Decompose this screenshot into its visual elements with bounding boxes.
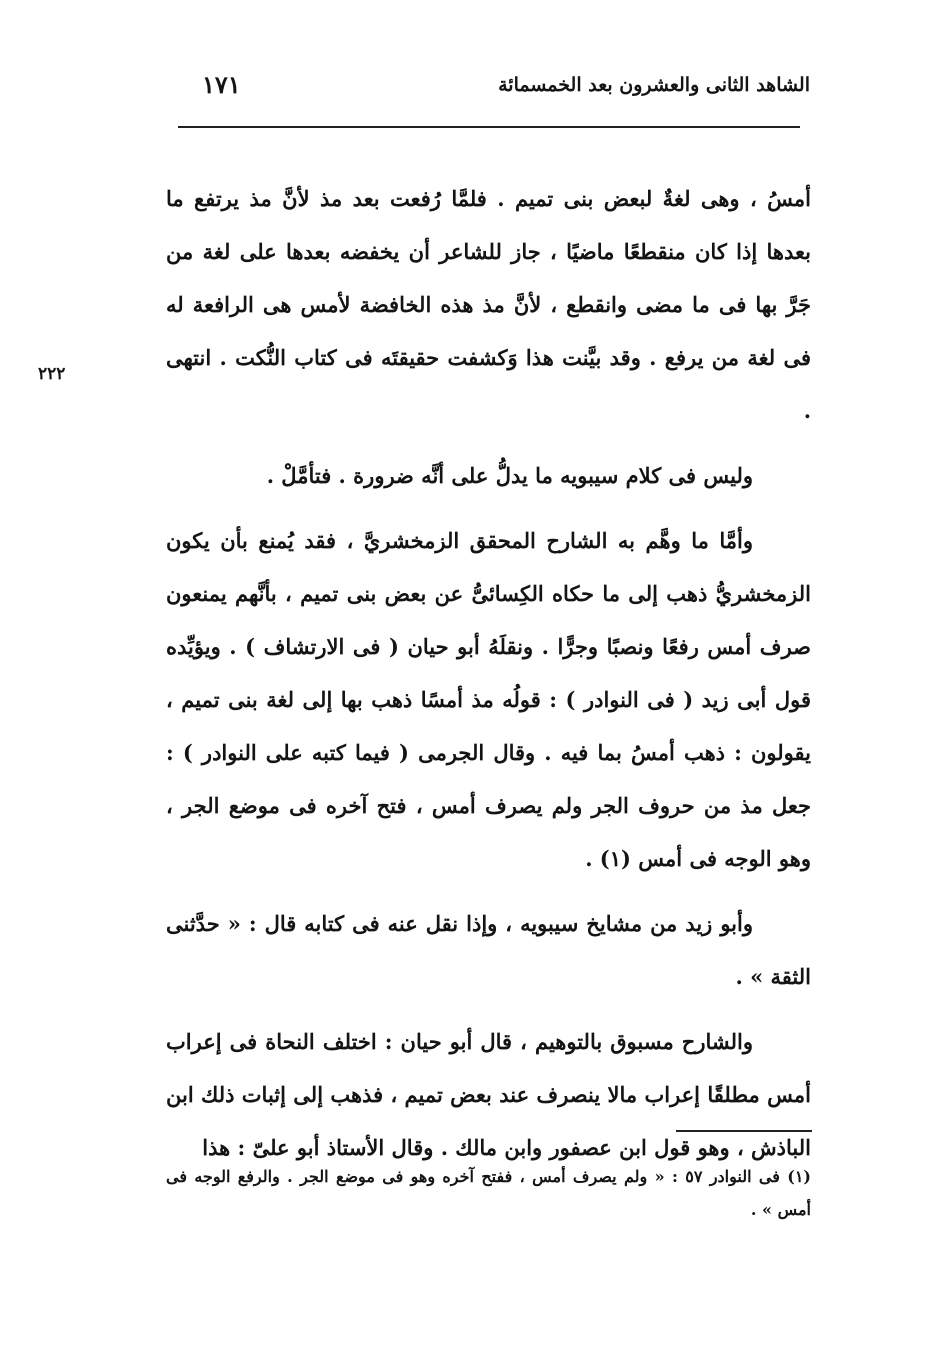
running-title: الشاهد الثانى والعشرون بعد الخمسمائة <box>498 74 810 96</box>
main-text <box>166 172 811 1174</box>
paragraph-1: أمسُ ، وهى لغةٌ لبعض بنى تميم . فلمَّا رُفعت بعد مذ لأنَّ مذ يرتفع ما بعدها إذا كان منقطعًا ماضيًا ، جاز للشاعر أن يخفضه بعدها على لغة من جَرَّ بها فى ما مضى وانقطع ، لأنَّ مذ هذه الخافضة لأمس هى الرافعة له فى لغة من يرفع . وقد بيَّنت هذا وَكشفت حقيقتَه فى كتاب النُّكت . انتهى . <box>166 186 811 423</box>
paragraph-5: والشارح مسبوق بالتوهيم ، قال أبو حيان : اختلف النحاة فى إعراب أمس مطلقًا إعراب مالا ينصرف عند بعض تميم ، فذهب إلى إثبات ذلك ابن الباذش ، وهو قول ابن عصفور وابن مالك . وقال الأستاذ أبو علىّ : هذا <box>166 1029 811 1160</box>
footnote-rule <box>676 1130 812 1132</box>
paragraph-3: وأمَّا ما وهَّم به الشارح المحقق الزمخشريَّ ، فقد يُمنع بأن يكون الزمخشريُّ ذهب إلى ما حكاه الكِسائىُّ عن بعض بنى تميم ، بأنَّهم يمنعون صرف أمس رفعًا ونصبًا وجرًّا . ونقلَهُ أبو حيان ( فى الارتشاف ) . ويؤيِّده قول أبى زيد ( فى النوادر ) : قولُه مذ أمسًا ذهب بها إلى لغة بنى تميم ، يقولون : ذهب أمسُ بما فيه . وقال الجرمى ( فيما كتبه على النوادر ) : جعل مذ من حروف الجر ولم يصرف أمس ، فتح آخره فى موضع الجر ، وهو الوجه فى أمس (١) . <box>166 528 811 871</box>
footnote: (١) فى النوادر ٥٧ : « ولم يصرف أمس ، ففتح آخره وهو فى موضع الجر . والرفع الوجه فى أمس » . <box>166 1167 811 1219</box>
page-number: ١٧١ <box>202 70 241 99</box>
page-header <box>180 68 810 108</box>
margin-reference-number: ٢٢٢ <box>38 364 66 384</box>
paragraph-2: وليس فى كلام سيبويه ما يدلُّ على أنَّه ضرورة . فتأمَّلْ . <box>266 463 753 488</box>
header-rule <box>178 126 800 128</box>
paragraph-4: وأبو زيد من مشايخ سيبويه ، وإذا نقل عنه فى كتابه قال : « حدَّثنى الثقة » . <box>166 911 811 989</box>
